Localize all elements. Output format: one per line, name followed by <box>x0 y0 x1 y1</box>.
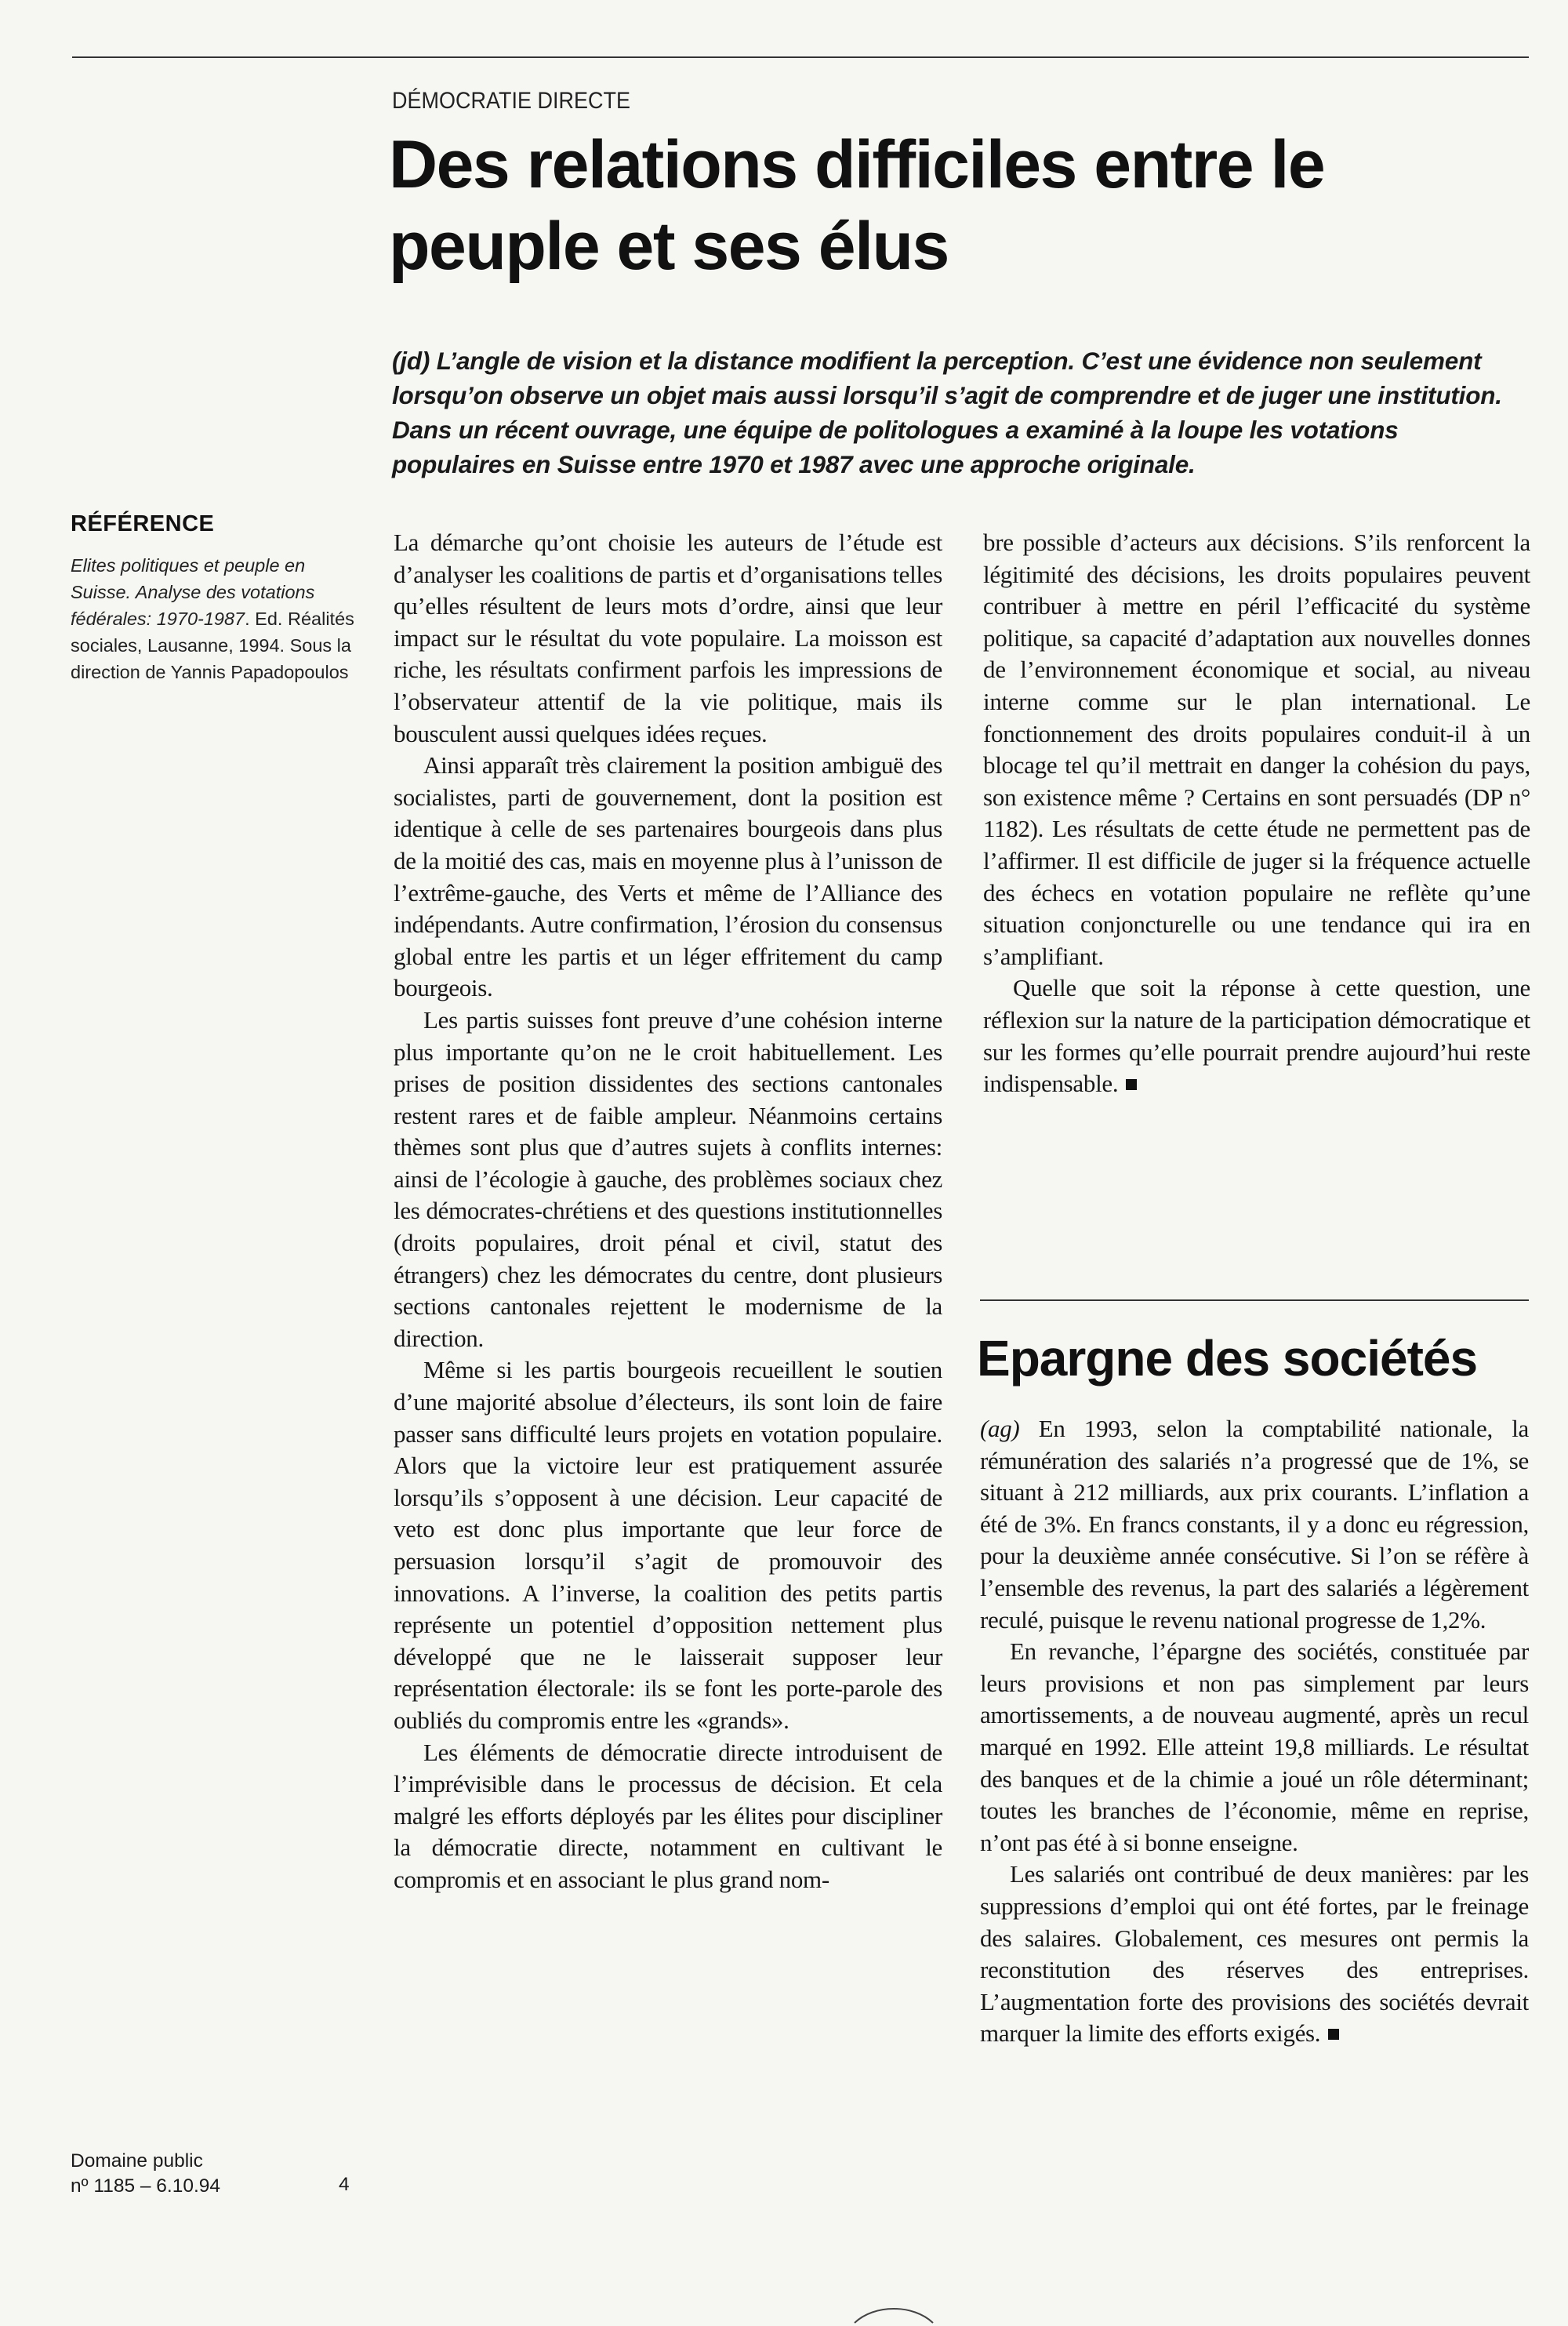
article-column-1 <box>394 527 942 1896</box>
article2-headline: Epargne des sociétés <box>977 1330 1478 1387</box>
reference-work-title: Elites politiques et peuple en Suisse. Analyse des votations fédérales: 1970-1987 <box>71 555 315 629</box>
publication-name: Domaine public <box>71 2150 203 2172</box>
article2-paragraph-text: En 1993, selon la comptabilité nationale, la rémunération des salariés n’a progressé que de 1%, se situant à 212 milliards, aux prix courants. L’inflation a été de 3%. En francs constants, il y a donc eu régression, pour la deuxième année consécutive. Si l’on se réfère à l’ensemble des revenus, la part des salariés a légèrement reculé, puisque le revenu national progresse de 1,2%. <box>980 1415 1529 1634</box>
bottom-ornament-icon <box>851 2301 937 2324</box>
article-paragraph: Ainsi apparaît très clairement la position ambiguë des socialistes, parti de gouvernement, dont la position est identique à celle de ses partenaires bourgeois dans plus de la moitié des cas, mais en moyenne plus à l’unisson de l’extrême-gauche, des Verts et même de l’Alliance des indépendants. Autre confirmation, l’érosion du consensus global entre les partis et un léger effritement du camp bourgeois. <box>394 751 942 1002</box>
article-paragraph: bre possible d’acteurs aux décisions. S’ils renforcent la légitimité des décisions, les droits populaires peuvent contribuer à mettre en péril l’efficacité du système politique, sa capacité d’adaptation aux nouvelles donnes de l’environnement économique et social, au niveau interne comme sur le plan international. Le fonctionnement des droits populaires conduit-il à un blocage tel qu’il mettrait en danger la cohésion du pays, son existence même ? Certains en sont persuadés (DP n° 1182). Les résultats de cette étude ne permettent pas de l’affirmer. Il est difficile de juger si la fréquence actuelle des échecs en votation populaire ne reflète qu’une situation conjoncturelle ou une tendance qui ira en s’amplifiant. <box>983 529 1530 970</box>
article-paragraph-text: Quelle que soit la réponse à cette question, une réflexion sur la nature de la participation démocratique et sur les formes qu’elle pourrait prendre aujourd’hui reste indispensable. <box>983 974 1530 1098</box>
reference-details: . Ed. Réalités sociales, Lausanne, 1994. Sous la direction de Yannis Papadopoulos <box>71 609 354 682</box>
footer-publication <box>71 2149 220 2199</box>
article2-paragraph-text: Les salariés ont contribué de deux manières: par les suppressions d’emploi qui ont été fortes, par le freinage des salaires. Globalement, ces mesures ont permis la reconstitution des réserves des entreprises. L’augmentation forte des provisions des sociétés devrait marquer la limite des efforts exigés. <box>980 1860 1529 2048</box>
issue-info: nº 1185 – 6.10.94 <box>71 2175 221 2197</box>
page-number: 4 <box>339 2174 350 2195</box>
article2-paragraph-final <box>980 1859 1529 2050</box>
article-paragraph: Les éléments de démocratie directe introduisent de l’imprévisible dans le processus de décision. Et cela malgré les efforts déployés par les élites pour discipliner la démocratie directe, notamment en cultivant le compromis et en associant le plus grand nom- <box>394 1738 942 1893</box>
article2-byline: (ag) <box>980 1415 1020 1442</box>
article-paragraph-final <box>983 972 1530 1099</box>
article-lead: (jd) L’angle de vision et la distance modifient la perception. C’est une évidence non seulement lorsqu’on observe un objet mais aussi lorsqu’il s’agit de comprendre et de juger une institution. Dans un récent ouvrage, une équipe de politologues a examiné à la loupe les votations populaires en Suisse entre 1970 et 1987 avec une approche originale. <box>392 347 1502 478</box>
article-column-2 <box>983 527 1530 1100</box>
article-headline: Des relations difficiles entre le peuple et ses élus <box>389 127 1325 284</box>
end-of-article-icon <box>1328 2029 1339 2040</box>
section-divider <box>980 1299 1529 1301</box>
article2-column <box>980 1413 1529 2050</box>
article-paragraph: Les partis suisses font preuve d’une cohésion interne plus importante qu’on ne le croit habituellement. Les prises de position dissidentes des sections cantonales restent rares et de faible ampleur. Néanmoins certains thèmes sont plus que d’autres sujets à conflits internes: ainsi de l’écologie à gauche, des problèmes sociaux chez les démocrates-chrétiens et des questions institutionnelles (droits populaires, droit pénal et civil, statut des étrangers) chez les démocrates du centre, dont plusieurs sections cantonales rejettent le modernisme de la direction. <box>394 1005 942 1352</box>
top-rule <box>72 56 1529 58</box>
end-of-article-icon <box>1126 1079 1137 1090</box>
section-kicker: DÉMOCRATIE DIRECTE <box>392 88 631 114</box>
article2-paragraph: En revanche, l’épargne des sociétés, constituée par leurs provisions et non pas simplement par leurs amortissements, a de nouveau augmenté, après un recul marqué en 1992. Elle atteint 19,8 milliards. Le résultat des banques et de la chimie a joué un rôle déterminant; toutes les branches de l’économie, même en reprise, n’ont pas été à si bonne enseigne. <box>980 1637 1529 1856</box>
article-paragraph: Même si les partis bourgeois recueillent le soutien d’une majorité absolue d’électeurs, ils sont loin de faire passer sans difficulté leurs projets en votation populaire. Alors que la victoire leur est pratiquement assurée lorsqu’ils s’opposent à une décision. Leur capacité de veto est donc plus importante que leur force de persuasion lorsqu’il s’agit de promouvoir des innovations. A l’inverse, la coalition des petits partis représente un potentiel d’opposition nettement plus développé que ne le laisserait supposer leur représentation électorale: ils se font les porte-parole des oubliés du compromis entre les «grands». <box>394 1356 942 1734</box>
reference-title: RÉFÉRENCE <box>71 511 215 536</box>
article-paragraph: La démarche qu’ont choisie les auteurs de l’étude est d’analyser les coalitions de partis et d’organisations telles qu’elles résultent de leurs mots d’ordre, ainsi que leur impact sur le résultat du vote populaire. La moisson est riche, les résultats confirment parfois les impressions de l’observateur attentif de la vie politique, mais ils bousculent aussi quelques idées reçues. <box>394 529 942 747</box>
reference-body <box>71 552 361 685</box>
article2-paragraph <box>980 1413 1529 1636</box>
